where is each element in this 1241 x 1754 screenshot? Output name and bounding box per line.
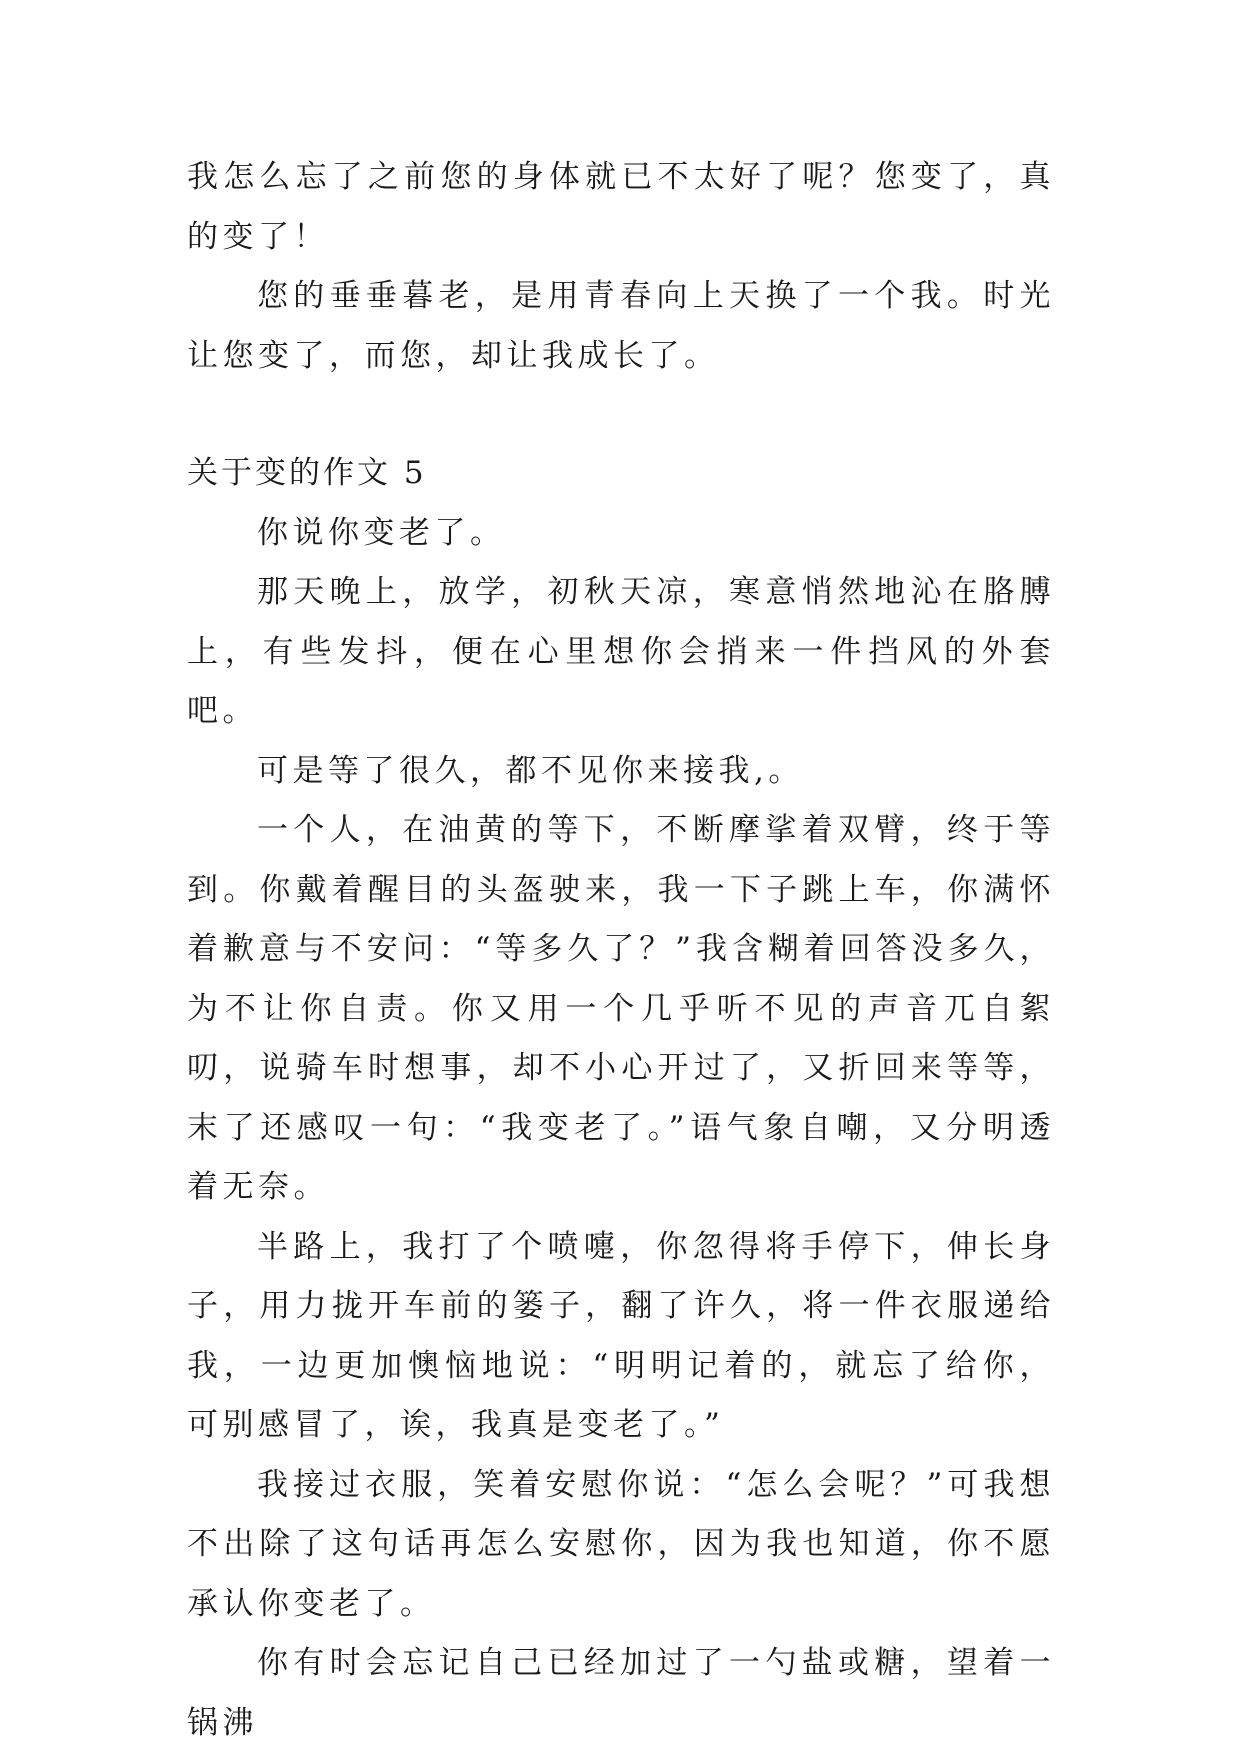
- paragraph: 我接过衣服，笑着安慰你说：“怎么会呢？”可我想不出除了这句话再怎么安慰你，因为我也知道，你不愿承认你变老了。: [187, 1466, 1055, 1622]
- document-body: [187, 148, 1055, 1753]
- paragraph: 你有时会忘记自己已经加过了一勺盐或糖，望着一锅沸: [187, 1645, 1055, 1741]
- paragraph: 你说你变老了。: [257, 514, 506, 551]
- paragraph: 一个人，在油黄的等下，不断摩挲着双臂，终于等到。你戴着醒目的头盔驶来，我一下子跳上车，你满怀着歉意与不安问：“等多久了？”我含糊着回答没多久，为不让你自责。你又用一个几乎听不见的声音兀自絮叨，说骑车时想事，却不小心开过了，又折回来等等，末了还感叹一句：“我变老了。”语气象自嘲，又分明透着无奈。: [187, 812, 1055, 1205]
- paragraph: 可是等了很久，都不见你来接我,。: [257, 752, 804, 789]
- paragraph: 那天晚上，放学，初秋天凉，寒意悄然地沁在胳膊上，有些发抖，便在心里想你会捎来一件挡风的外套吧。: [187, 574, 1055, 729]
- paragraph: 您的垂垂暮老，是用青春向上天换了一个我。时光让您变了，而您，却让我成长了。: [187, 278, 1055, 374]
- paragraph-continued: 我怎么忘了之前您的身体就已不太好了呢？您变了，真的变了！: [187, 159, 1055, 255]
- paragraph: 半路上，我打了个喷嚏，你忽得将手停下，伸长身子，用力拢开车前的篓子，翻了许久，将一件衣服递给我，一边更加懊恼地说：“明明记着的，就忘了给你，可别感冒了，诶，我真是变老了。”: [187, 1228, 1055, 1443]
- section-heading: 关于变的作文 5: [187, 455, 427, 491]
